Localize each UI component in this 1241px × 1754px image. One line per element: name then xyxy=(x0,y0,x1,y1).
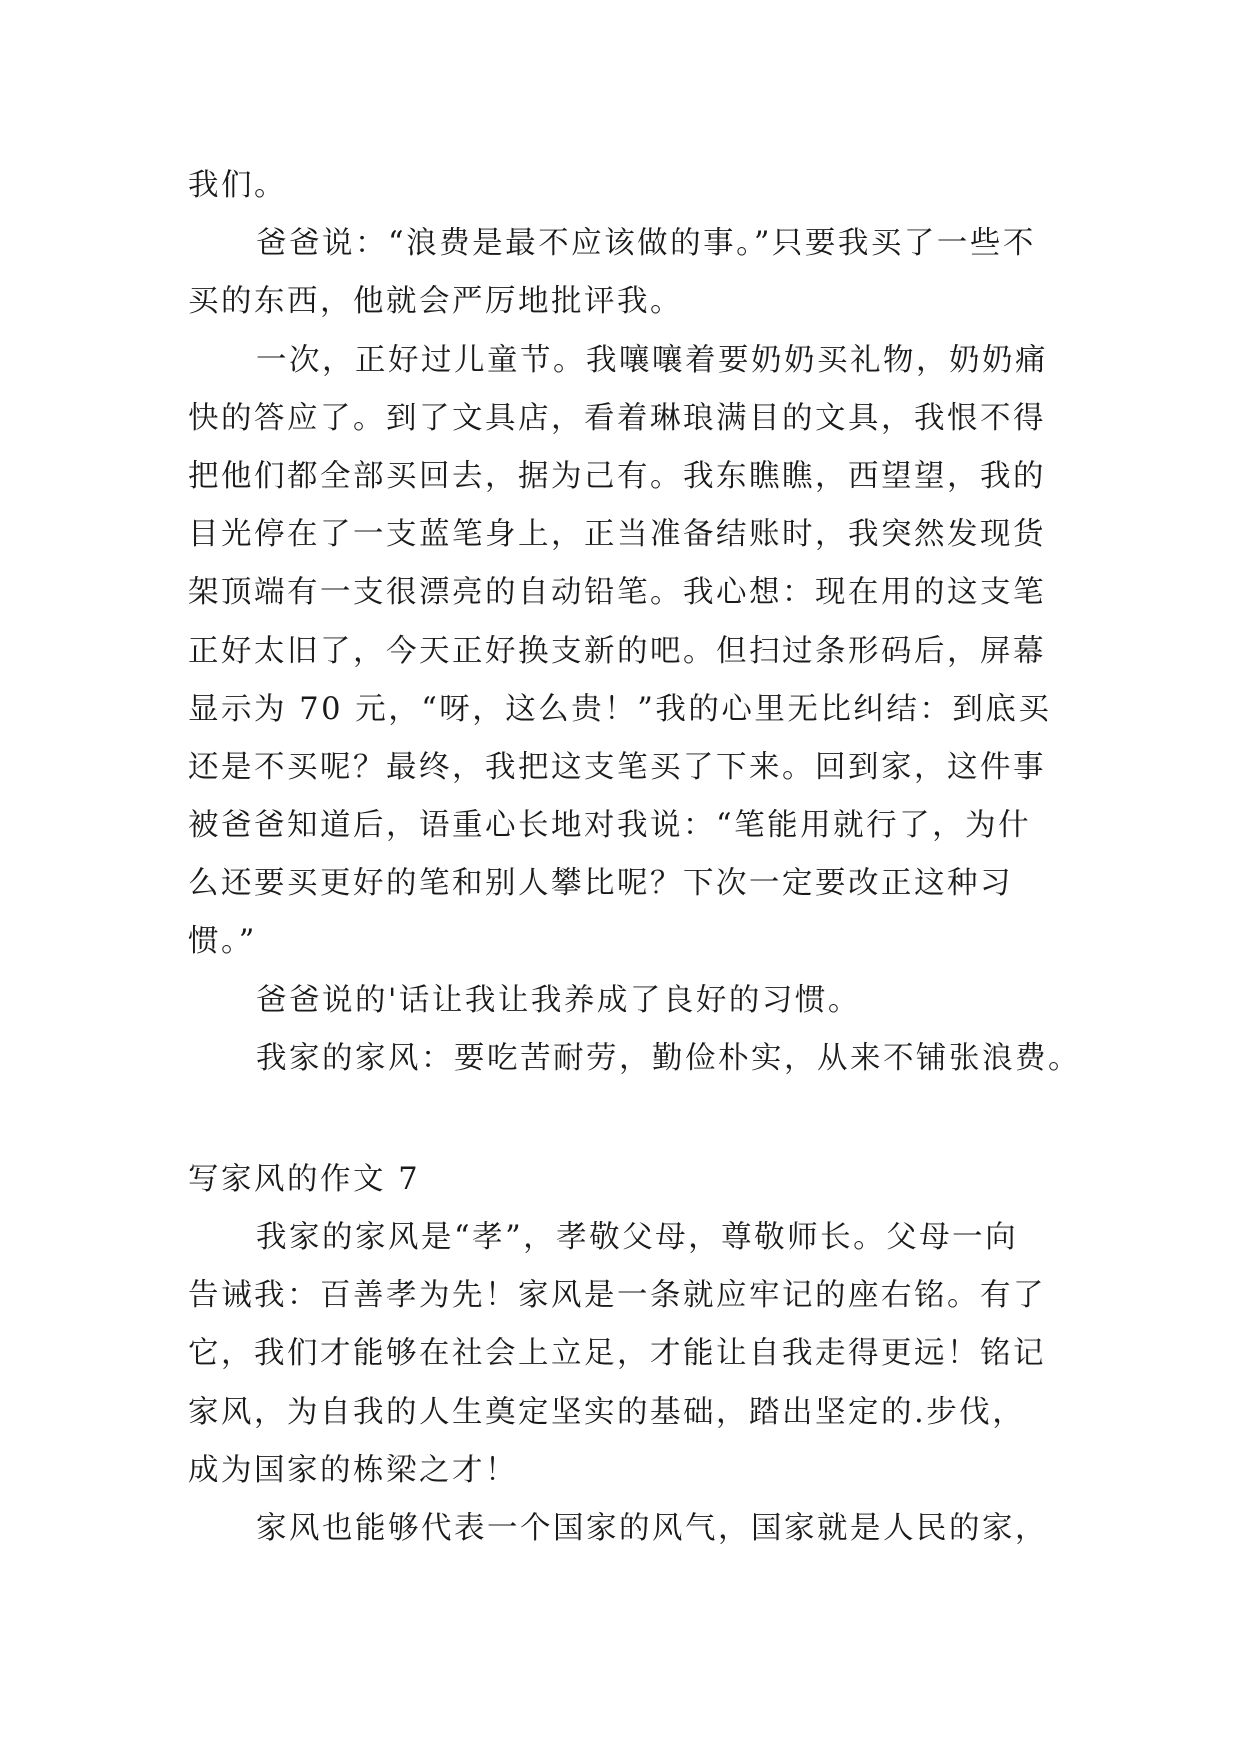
text-line: 正好太旧了，今天正好换支新的吧。但扫过条形码后，屏幕 xyxy=(188,633,1046,669)
paragraph-start-line: 一次，正好过儿童节。我嚷嚷着要奶奶买礼物，奶奶痛 xyxy=(256,342,1048,378)
paragraph-start-line: 爸爸说：“浪费是最不应该做的事。”只要我买了一些不 xyxy=(256,226,1036,262)
text-line: 家风，为自我的人生奠定坚实的基础，踏出坚定的.步伐， xyxy=(188,1394,1026,1430)
text-line: 被爸爸知道后，语重心长地对我说：“笔能用就行了，为什 xyxy=(188,808,1032,844)
text-line: 快的答应了。到了文具店，看着琳琅满目的文具，我恨不得 xyxy=(188,400,1046,436)
text-line: 我们。 xyxy=(188,168,287,203)
paragraph-start-line: 家风也能够代表一个国家的风气，国家就是人民的家， xyxy=(256,1510,1048,1546)
text-line: 还是不买呢？最终，我把这支笔买了下来。回到家，这件事 xyxy=(188,749,1046,785)
section-heading: 写家风的作文 7 xyxy=(188,1162,421,1197)
paragraph-start-line: 爸爸说的'话让我让我养成了良好的习惯。 xyxy=(256,982,861,1018)
text-line: 把他们都全部买回去，据为己有。我东瞧瞧，西望望，我的 xyxy=(188,458,1046,494)
text-line: 目光停在了一支蓝笔身上，正当准备结账时，我突然发现货 xyxy=(188,517,1046,553)
text-line: 么还要买更好的笔和别人攀比呢？下次一定要改正这种习 xyxy=(188,866,1013,902)
paragraph-start-line: 我家的家风是“孝”，孝敬父母，尊敬师长。父母一向 xyxy=(256,1220,1019,1255)
text-line: 显示为 70 元，“呀，这么贵！”我的心里无比纠结：到底买 xyxy=(188,691,1052,727)
paragraph-start-line: 我家的家风：要吃苦耐劳，勤俭朴实，从来不铺张浪费。 xyxy=(256,1040,1081,1076)
text-line: 它，我们才能够在社会上立足，才能让自我走得更远！铭记 xyxy=(188,1336,1046,1372)
text-line: 架顶端有一支很漂亮的自动铅笔。我心想：现在用的这支笔 xyxy=(188,575,1046,611)
essay-body-part-2 xyxy=(188,1209,1058,1558)
text-line: 成为国家的栋梁之才！ xyxy=(188,1452,518,1488)
essay-body-part-1 xyxy=(188,157,1081,1088)
text-line: 买的东西，他就会严厉地批评我。 xyxy=(188,284,683,320)
text-line: 告诫我：百善孝为先！家风是一条就应牢记的座右铭。有了 xyxy=(188,1278,1046,1314)
section-heading-block xyxy=(188,1151,1058,1209)
text-line: 惯。” xyxy=(188,924,257,960)
